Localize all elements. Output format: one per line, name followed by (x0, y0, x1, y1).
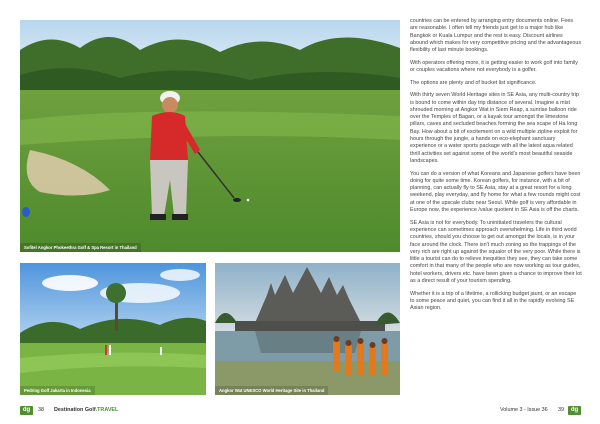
right-page-number: 39 (558, 407, 564, 413)
brand-main: Destination Golf (54, 407, 96, 413)
paragraph: You can do a version of what Koreans and Japanese golfers have been doing for quite some time. Korean golfers, for instance, with a bit of planning, can actually fly to SE Asia, stay at a great resort for a long weekend, play everyday, and fly home for what a few rounds might cost at one of the upscale clubs near Seoul. While golf is very affordable in Europe now, the experience /value quotient in SE Asia is off the charts. (410, 170, 581, 214)
temple-photo (215, 263, 400, 395)
paragraph: The options are plenty and of bucket list significance. (410, 79, 537, 86)
fairway-photo (20, 263, 206, 395)
dg-logo-left: dg (20, 406, 33, 415)
publication-name (54, 407, 118, 413)
brand-suffix: .TRAVEL (95, 407, 119, 413)
paragraph: countries can be entered by arranging entry documents online. Fees are reasonable. I often tell my friends just get to a major hub like Bangkok or Kuala Lumpur and the rest is easy. Discount airlines abound which makes for very competitive pricing and the advantageous flexibility of last minute bookings. (410, 18, 582, 54)
article-body (410, 18, 582, 318)
dg-logo-right: dg (568, 406, 581, 415)
golfer-photo (20, 20, 400, 252)
temple-photo-caption: Angkor Wat UNESCO World Heritage Site in Thailand (215, 386, 328, 395)
fairway-photo-caption: Pedring Golf Jakarta in Indonesia (20, 386, 95, 395)
paragraph: With operators offering more, it is getting easier to work golf into family or couples vacations where not everybody is a golfer. (410, 59, 578, 74)
golfer-photo-caption: Sofitel Angkor Phokeethra Golf & Spa Resort in Thailand (20, 243, 141, 252)
paragraph: With thirty seven World Heritage sites in SE Asia, any multi-country trip is bound to come within day trip distance of several. Imagine a mist shrouded morning at Angkor Wat in Siem Reap, a sunrise balloon ride over the Temples of Bagan, or a kayak tour amongst the limestone pillars, caves and secluded beaches forming the sea scape of Ha long Bay. How about a bit of excitement on a wild multiple zipline exploit for hours through the jungle, a hands on eco-elephant sanctuary experience or a water sports package with all the latest aqua related thrill activities set against some of the world's most beautiful seaside landscapes. (410, 92, 579, 164)
left-page-number: 38 (38, 407, 44, 413)
paragraph: SE Asia is not for everybody. To uninitiated travelers the cultural experience can sometimes approach overwhelming. Life in third world countries, should you choose to get out amongst the locals, is in your face around the clock. There isn't much zoning so the trappings of the very rich are right up against the squalor of the very poor. While there is little a tourist can do to relieve inequities they see, they can take some comfort in that many of the people who are now working as tour guides, hotel workers, drivers etc. have been given a chance to improve their lot as a direct result of your tourism spending. (410, 219, 582, 284)
issue-label: Volume 3 - Issue 36 (500, 407, 548, 413)
page-footer (0, 406, 600, 418)
paragraph: Whether it is a trip of a lifetime, a rollicking budget jaunt, or an escape to some peace and quiet, you can find it all in the rapidly evolving SE Asian region. (410, 290, 577, 312)
